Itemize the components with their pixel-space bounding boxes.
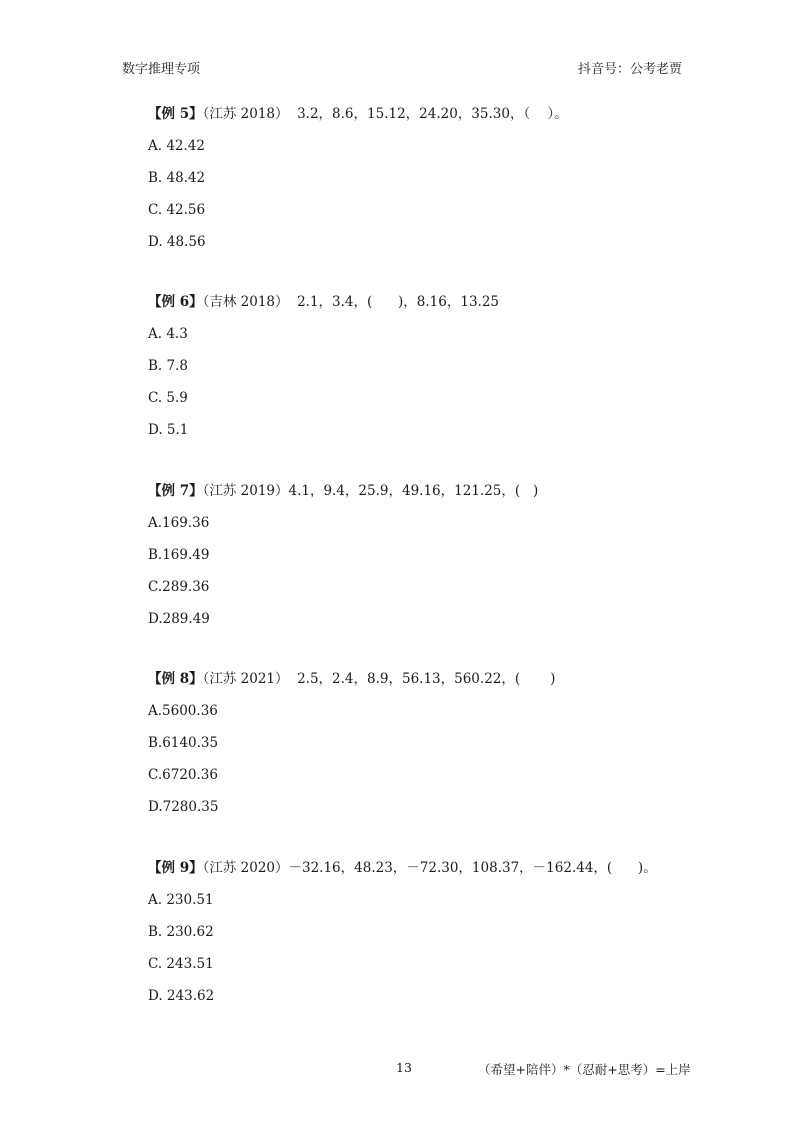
- question-stem: [148, 669, 748, 689]
- page-number: 13: [396, 1060, 412, 1075]
- option-d: D. 243.62: [148, 988, 215, 1004]
- option-a: A. 230.51: [148, 892, 214, 908]
- option-b: B.6140.35: [148, 735, 219, 751]
- option-a: A.169.36: [148, 515, 210, 531]
- question-tag: 【例 7】: [148, 483, 203, 499]
- question-stem: [148, 104, 748, 124]
- header-right-account: 抖音号：公考老贾: [577, 62, 682, 77]
- option-b: B. 230.62: [148, 924, 214, 940]
- option-a: A. 4.3: [148, 326, 188, 342]
- option-a: A.5600.36: [148, 703, 218, 719]
- question-tag: 【例 5】: [148, 106, 203, 122]
- question-text: （江苏 2019）4.1，9.4，25.9，49.16，121.25，( ): [202, 483, 539, 499]
- question-tag: 【例 6】: [148, 294, 203, 310]
- option-a: A. 42.42: [148, 138, 205, 154]
- question-8: [148, 669, 748, 817]
- option-c: C.6720.36: [148, 767, 218, 783]
- question-tag: 【例 9】: [148, 860, 203, 876]
- question-7: [148, 481, 748, 629]
- option-d: D.7280.35: [148, 799, 219, 815]
- option-c: C. 243.51: [148, 956, 214, 972]
- question-text: （吉林 2018） 2.1，3.4，( )，8.16，13.25: [202, 294, 500, 310]
- option-d: D.289.49: [148, 611, 210, 627]
- option-c: C.289.36: [148, 579, 210, 595]
- question-text: （江苏 2018） 3.2，8.6，15.12，24.20，35.30，（ ）。: [202, 106, 568, 122]
- question-tag: 【例 8】: [148, 671, 203, 687]
- question-stem: [148, 481, 748, 501]
- option-d: D. 48.56: [148, 234, 206, 250]
- question-text: （江苏 2020）－32.16，48.23，－72.30，108.37，－162.44，( )。: [202, 860, 657, 876]
- question-5: [148, 104, 748, 252]
- question-stem: [148, 858, 748, 878]
- option-b: B. 7.8: [148, 358, 188, 374]
- footer-motto: （希望+陪伴）*（忍耐+思考）=上岸: [478, 1062, 691, 1077]
- option-c: C. 42.56: [148, 202, 206, 218]
- option-c: C. 5.9: [148, 390, 188, 406]
- question-stem: [148, 292, 748, 312]
- option-d: D. 5.1: [148, 422, 189, 438]
- question-6: [148, 292, 748, 440]
- question-9: [148, 858, 748, 1006]
- header-left-title: 数字推理专项: [122, 62, 201, 77]
- option-b: B.169.49: [148, 547, 210, 563]
- question-text: （江苏 2021） 2.5，2.4，8.9，56.13，560.22，( ): [202, 671, 556, 687]
- option-b: B. 48.42: [148, 170, 206, 186]
